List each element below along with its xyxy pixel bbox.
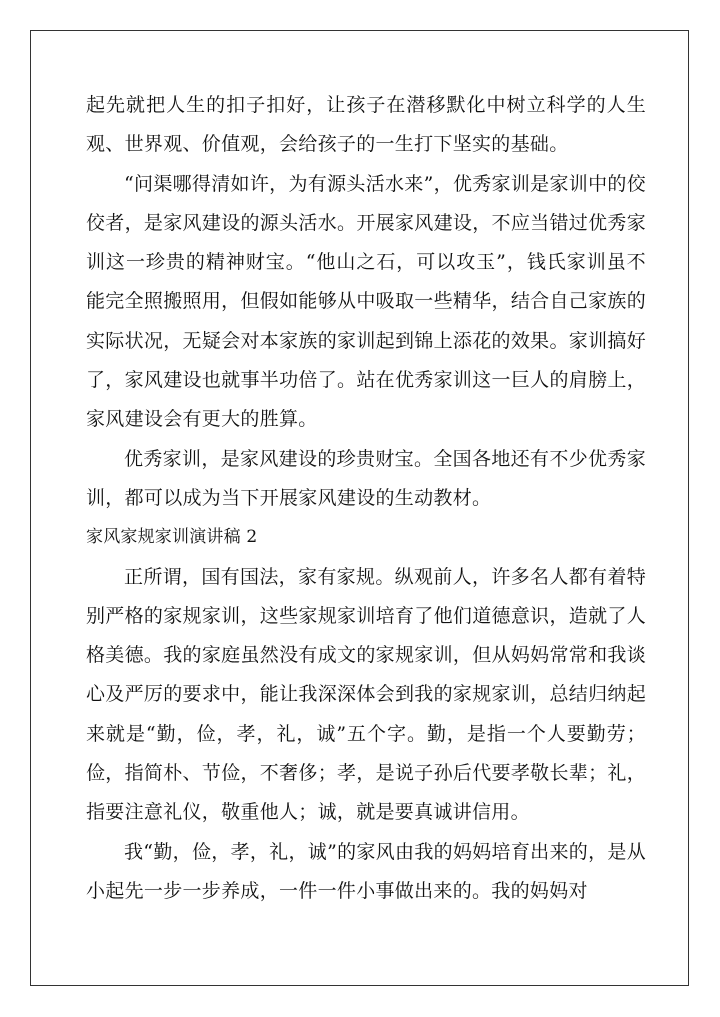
paragraph-1: 起先就把人生的扣子扣好，让孩子在潜移默化中树立科学的人生观、世界观、价值观，会给孩子的一生打下坚实的基础。	[86, 94, 646, 156]
section-heading: 家风家规家训演讲稿 2	[86, 527, 258, 548]
document-body	[86, 86, 646, 911]
paragraph-3: 优秀家训，是家风建设的珍贵财宝。全国各地还有不少优秀家训，都可以成为当下开展家风建设的生动教材。	[86, 447, 646, 509]
paragraph-5: 我“勤，俭，孝，礼，诚”的家风由我的妈妈培育出来的，是从小起先一步一步养成，一件一件小事做出来的。我的妈妈对	[86, 840, 646, 902]
paragraph-2: “问渠哪得清如许，为有源头活水来”，优秀家训是家训中的佼佼者，是家风建设的源头活水。开展家风建设，不应当错过优秀家训这一珍贵的精神财宝。“他山之石，可以攻玉”，钱氏家训虽不能完全照搬照用，但假如能够从中吸取一些精华，结合自己家族的实际状况，无疑会对本家族的家训起到锦上添花的效果。家训搞好了，家风建设也就事半功倍了。站在优秀家训这一巨人的肩膀上，家风建设会有更大的胜算。	[86, 172, 646, 431]
paragraph-4: 正所谓，国有国法，家有家规。纵观前人，许多名人都有着特别严格的家规家训，这些家规家训培育了他们道德意识，造就了人格美德。我的家庭虽然没有成文的家规家训，但从妈妈常常和我谈心及严厉的要求中，能让我深深体会到我的家规家训，总结归纳起来就是“勤，俭，孝，礼，诚”五个字。勤，是指一个人要勤劳；俭，指简朴、节俭，不奢侈；孝，是说子孙后代要孝敬长辈；礼，指要注意礼仪，敬重他人；诚，就是要真诚讲信用。	[86, 565, 646, 824]
